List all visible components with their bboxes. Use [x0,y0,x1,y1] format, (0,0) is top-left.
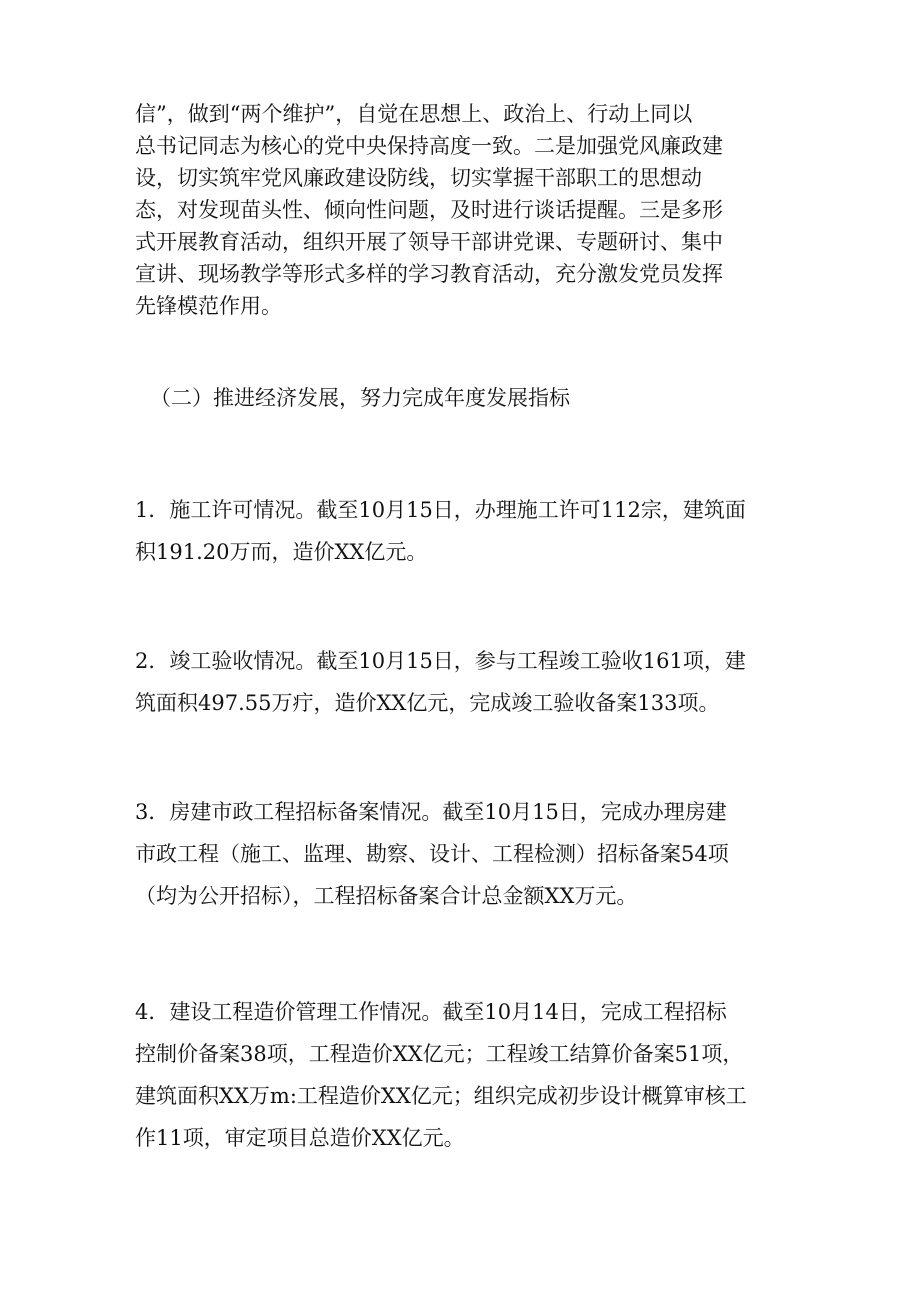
text-line: 设，切实筑牢党风廉政建设防线，切实掌握干部职工的思想动 [135,166,702,190]
text-line: 作11项，审定项目总造价XX亿元。 [135,1126,465,1150]
section-heading [150,382,810,414]
text-line: 式开展教育活动，组织开展了领导干部讲党课、专题研讨、集中 [135,230,723,254]
item-paragraph-2 [135,640,795,724]
text-line: 态，对发现苗头性、倾向性问题，及时进行谈话提醒。三是多形 [135,198,723,222]
text-line: 信”，做到“两个维护”，自觉在思想上、政治上、行动上同以 [135,102,693,126]
text-line: 宣讲、现场教学等形式多样的学习教育活动，充分激发党员发挥 [135,262,723,286]
text-line: 建筑面积XX万m:工程造价XX亿元；组织完成初步设计概算审核工 [135,1084,747,1108]
item-paragraph-3 [135,791,795,917]
text-line: 控制价备案38项，工程造价XX亿元；工程竣工结算价备案51项， [135,1042,744,1066]
text-line: 3．房建市政工程招标备案情况。截至10月15日，完成办理房建 [135,800,727,824]
text-line: 先锋模范作用。 [135,294,282,318]
text-line: 积191.20万而，造价XX亿元。 [135,540,428,564]
text-line: 市政工程（施工、监理、勘察、设计、工程检测）招标备案54项 [135,842,729,866]
text-line: 2．竣工验收情况。截至10月15日，参与工程竣工验收161项，建 [135,649,746,673]
text-line: 1．施工许可情况。截至10月15日，办理施工许可112宗，建筑面 [135,498,746,522]
section-heading-text: （二）推进经济发展，努力完成年度发展指标 [150,386,570,410]
text-line: 4．建设工程造价管理工作情况。截至10月14日，完成工程招标 [135,1000,727,1024]
text-line: 总书记同志为核心的党中央保持高度一致。二是加强党风廉政建 [135,134,723,158]
item-paragraph-1 [135,489,795,573]
intro-paragraph [135,98,795,322]
text-line: （均为公开招标），工程招标备案合计总金额XX万元。 [135,884,638,908]
text-line: 筑面积497.55万疔，造价XX亿元，完成竣工验收备案133项。 [135,691,720,715]
item-paragraph-4 [135,991,795,1159]
